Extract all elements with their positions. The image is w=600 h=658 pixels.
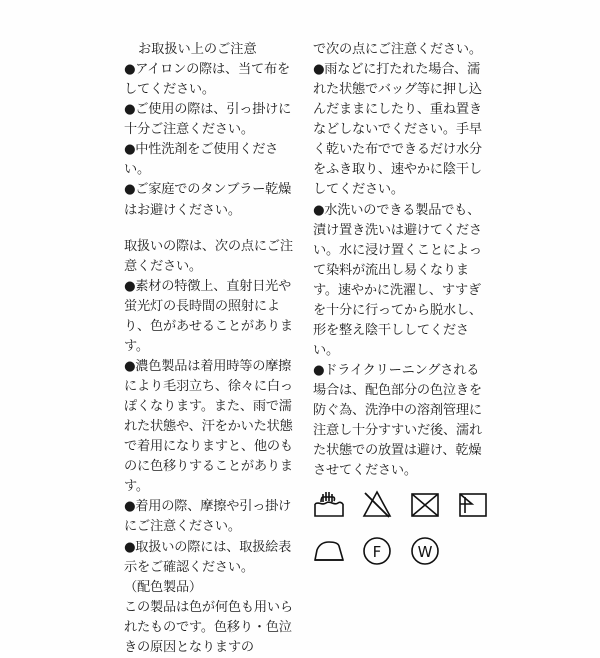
care-symbols-group (312, 488, 492, 580)
care-symbols-row-1 (312, 488, 492, 522)
notice-item: ●雨などに打たれた場合、濡れた状態でバッグ等に押し込んだままにしたり、重ね置きなどしないでください。手早く乾いた布でできるだけ水分をふき取り、速やかに陰干ししてください。 (313, 62, 482, 198)
notice-item: ●取扱いの際には、取扱絵表示をご確認ください。 (124, 539, 292, 575)
notice-item: ●ドライクリーニングされる場合は、配色部分の色泣きを防ぐ為、洗浄中の溶剤管理に注意し十分すすいだ後、濡れた状態での放置は避け、乾燥させてください。 (313, 363, 482, 479)
section-heading: 取扱いの際は、次の点にご注意ください。 (124, 238, 293, 274)
notice-item: ●アイロンの際は、当て布をしてください。 (124, 62, 290, 98)
notice-item: ●素材の特徴上、直射日光や蛍光灯の長時間の照射により、色があせることがあります。 (124, 278, 293, 354)
notice-item: で次の点にご注意ください。 (313, 42, 482, 57)
notice-item: ●着用の際、摩擦や引っ掛けにご注意ください。 (124, 499, 292, 535)
left-column (124, 40, 295, 658)
iron-low-symbol (312, 534, 346, 568)
dryclean-f-symbol (360, 534, 394, 568)
svg-text:W: W (417, 543, 433, 561)
notice-item: ●中性洗剤をご使用ください。 (124, 142, 279, 178)
notice-item: ●ご使用の際は、引っ掛けに十分ご注意ください。 (124, 102, 292, 138)
drip-dry-shade-symbol (456, 488, 490, 522)
notice-item: ●ご家庭でのタンブラー乾燥はお避けください。 (124, 182, 292, 218)
notice-item: ●濃色製品は着用時等の摩擦により毛羽立ち、徐々に白っぽくなります。また、雨で濡れた状態や、汗をかいた状態で着用になりますと、他のものに色移りすることがあります。 (124, 358, 293, 495)
svg-text:F: F (372, 543, 382, 561)
subsection-label: （配色製品） (124, 579, 202, 595)
hand-wash-symbol (312, 488, 346, 522)
no-tumble-dry-symbol (408, 488, 442, 522)
page-title: お取扱い上のご注意 (138, 42, 257, 57)
no-bleach-symbol (360, 488, 394, 522)
section-spacer (124, 221, 295, 237)
dryclean-w-symbol (408, 534, 442, 568)
notice-item: この製品は色が何色も用いられたものです。色移り・色泣きの原因となりますの (124, 599, 293, 655)
notice-item: ●水洗いのできる製品でも、漬け置き洗いは避けてください。水に浸け置くことによって染料が流出し易くなります。速やかに洗濯し、すすぎを十分に行ってから脱水し、形を整え陰干ししてください。 (313, 202, 482, 358)
care-symbols-row-2 (312, 534, 492, 568)
